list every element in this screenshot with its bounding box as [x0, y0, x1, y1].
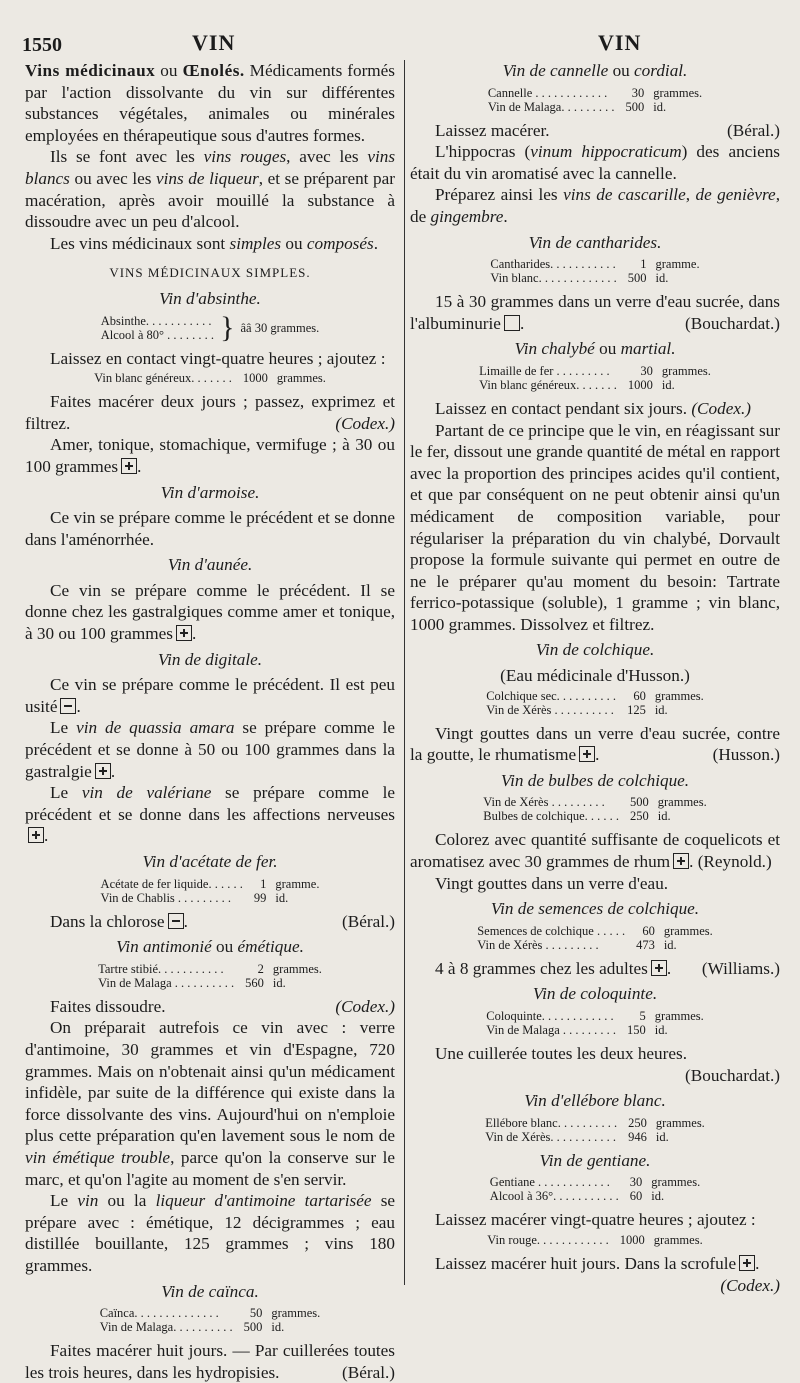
- recipe-title: Vin d'absinthe.: [159, 288, 261, 308]
- recipe-table: Colchique sec. . . . . . . . . . 60 grammes. Vin de Xérès . . . . . . . . . . 125 id.: [486, 688, 704, 717]
- recipe-table: Semences de colchique . . . . . 60 grammes. Vin de Xérès . . . . . . . . . 473 id.: [477, 923, 713, 952]
- recipe-title: Vin d'ellébore blanc.: [524, 1091, 666, 1111]
- citation: (Bouchardat.): [685, 1065, 780, 1085]
- paragraph: Faites dissoudre. (Codex.): [50, 996, 395, 1016]
- recipe-table: Acétate de fer liquide. . . . . . 1 gramme. Vin de Chablis . . . . . . . . . 99 id.: [100, 876, 320, 905]
- recipe-title: Vin d'acétate de fer.: [142, 852, 278, 871]
- recipe-title: Vin d'aunée.: [167, 555, 253, 575]
- recipe-title: Vin antimonié ou émétique.: [116, 937, 304, 957]
- plus-box-icon: [176, 625, 192, 641]
- running-title-right: VIN: [598, 30, 642, 55]
- paragraph: Ce vin se prépare comme le précédent et se donne dans l'aménorrhée.: [25, 508, 395, 549]
- paragraph: Le vin de quassia amara se prépare comme le précédent et se donne à 50 ou 100 grammes dans la gastralgie .: [25, 718, 395, 781]
- paragraph: Une cuillerée toutes les deux heures.: [435, 1044, 687, 1063]
- recipe-title: Vin de gentiane.: [539, 1150, 651, 1170]
- page-number: 1550: [22, 34, 62, 56]
- recipe-table: Cannelle . . . . . . . . . . . . 30 grammes. Vin de Malaga. . . . . . . . . 500 id.: [487, 85, 703, 114]
- column-rule: [404, 60, 405, 1285]
- paragraph: Préparez ainsi les vins de cascarille, de genièvre, de gingembre.: [410, 185, 780, 226]
- recipe-title: Vin d'armoise.: [160, 482, 260, 502]
- recipe-table: Limaille de fer . . . . . . . . . 30 grammes. Vin blanc généreux. . . . . . . 1000 id.: [479, 363, 711, 392]
- paragraph: Colorez avec quantité suffisante de coquelicots et aromatisez avec 30 grammes de rhum . (Reynold.): [410, 830, 780, 872]
- recipe-table: Cantharides. . . . . . . . . . . 1 gramme. Vin blanc. . . . . . . . . . . . . 500 id.: [490, 257, 700, 286]
- paragraph: Laissez en contact pendant six jours. (Codex.): [435, 398, 751, 418]
- paragraph: Partant de ce principe que le vin, en réagissant sur le fer, dissout une grande quantité de métal en rapport avec la proportion des principes acides qu'il contient, et que par conséquent on ne peut obtenir ainsi qu'un médicament de composition variable, pour régulariser la préparation du vin chalybé, Dorvault propose la formule suivante qui permet en outre de ne le préparer qu'au moment du besoin: Tartrate ferrico-potassique (soluble), 1 gramme ; vin blanc, 1000 grammes. Dissolvez et filtrez.: [410, 420, 780, 634]
- recipe-table: Tartre stibié. . . . . . . . . . . 2 grammes. Vin de Malaga . . . . . . . . . . 560 id.: [98, 961, 322, 990]
- plus-box-icon: [95, 763, 111, 779]
- recipe-table: Caïnca. . . . . . . . . . . . . . 50 grammes. Vin de Malaga. . . . . . . . . . 500 id.: [99, 1306, 321, 1335]
- paragraph: Ce vin se prépare comme le précédent. Il est peu usité .: [25, 675, 395, 716]
- recipe-title: Vin de coloquinte.: [532, 984, 658, 1004]
- paragraph: Faites macérer deux jours ; passez, exprimez et filtrez. (Codex.): [25, 392, 395, 433]
- plus-box-icon: [651, 960, 667, 976]
- paragraph: L'hippocras (vinum hippocraticum) des anciens était du vin aromatisé avec la cannelle.: [410, 142, 780, 183]
- left-column: [25, 60, 395, 1383]
- recipe-title: Vin de semences de colchique.: [490, 899, 700, 919]
- recipe-table: Vin rouge. . . . . . . . . . . . 1000 grammes.: [487, 1232, 703, 1247]
- plus-box-icon: [673, 853, 689, 869]
- paragraph: 15 à 30 grammes dans un verre d'eau sucrée, dans l'albuminurie . (Bouchardat.): [410, 292, 780, 333]
- paragraph: Le vin de valériane se prépare comme le précédent et se donne dans les affections nerveuses.: [25, 783, 395, 846]
- paragraph: Laissez en contact vingt-quatre heures ; ajoutez :: [50, 348, 386, 368]
- paragraph: Laissez macérer vingt-quatre heures ; ajoutez :: [435, 1210, 756, 1230]
- citation: (Codex.): [720, 1275, 780, 1295]
- paragraph: Vingt gouttes dans un verre d'eau sucrée, contre la goutte, le rhumatisme . (Husson.): [410, 723, 780, 765]
- paragraph: On préparait autrefois ce vin avec : verre d'antimoine, 30 grammes et vin d'Espagne, 720 grammes. Mais on n'obtenait ainsi qu'un médicament infidèle, par suite de la différence qui existe dans la force dissolvante des vins. Aujourd'hui on n'emploie plus cette préparation qu'en lavement sous le nom de vin émétique trouble, parce qu'on la conserve sur le marc, et qu'on l'agite au moment de s'en servir.: [25, 1018, 396, 1189]
- intro-paragraph: [25, 60, 395, 146]
- headword: Vins médicinaux: [25, 61, 156, 80]
- recipe-title: Vin de digitale.: [157, 649, 263, 669]
- recipe-table: Absinthe. . . . . . . . . . . } ââ 30 grammes. Alcool à 80° . . . . . . . .: [100, 310, 320, 344]
- paragraph: Le vin ou la liqueur d'antimoine tartarisée se prépare avec : émétique, 12 décigrammes ; eau distillée bouillante, 125 grammes ; vins 180 grammes.: [25, 1191, 396, 1275]
- plus-box-icon: [739, 1255, 755, 1271]
- paragraph: Ce vin se prépare comme le précédent. Il se donne chez les gastralgiques comme amer et tonique, à 30 ou 100 grammes .: [25, 580, 395, 644]
- recipe-table: Ellébore blanc. . . . . . . . . . 250 grammes. Vin de Xérès. . . . . . . . . . . 946 id.: [485, 1115, 705, 1144]
- recipe-title: Vin de cantharides.: [528, 232, 662, 252]
- right-column: [410, 60, 780, 1296]
- recipe-title: Vin de caïnca.: [161, 1281, 259, 1301]
- recipe-title: Vin chalybé ou martial.: [514, 339, 676, 359]
- recipe-title: Vin de bulbes de colchique.: [500, 770, 690, 790]
- recipe-title: Vin de cannelle ou cordial.: [502, 61, 688, 80]
- paragraph: Laissez macérer huit jours. Dans la scrofule .: [435, 1253, 760, 1273]
- running-title-left: VIN: [192, 30, 236, 55]
- plus-box-icon: [579, 746, 595, 762]
- text: Médicaments formés par l'action dissolvante du vin sur différentes substances végétales, animales ou minérales employées en thérapeutique sous d'autres formes.: [25, 61, 395, 145]
- section-heading: VINS MÉDICINAUX SIMPLES.: [109, 265, 311, 281]
- minus-box-icon: [60, 698, 76, 714]
- paragraph: Les vins médicinaux sont simples ou composés.: [50, 233, 378, 253]
- plus-box-icon: [28, 827, 44, 843]
- paragraph: Amer, tonique, stomachique, vermifuge ; à 30 ou 100 grammes .: [25, 435, 395, 476]
- paragraph: Faites macérer huit jours. — Par cuillerées toutes les trois heures, dans les hydropisies. (Béral.): [25, 1341, 395, 1382]
- plus-box-icon: [121, 458, 137, 474]
- recipe-table: Vin de Xérès . . . . . . . . . 500 grammes. Bulbes de colchique. . . . . . 250 id.: [483, 795, 707, 824]
- headword-synonym: Œnolés.: [182, 61, 245, 80]
- minus-box-icon: [168, 913, 184, 929]
- recipe-title: Vin de colchique.: [535, 640, 655, 660]
- recipe-table: Vin blanc généreux. . . . . . . 1000 grammes.: [94, 371, 326, 386]
- recipe-subtitle: (Eau médicinale d'Husson.): [500, 666, 690, 686]
- empty-box-icon: [504, 315, 520, 331]
- page-header: [22, 30, 778, 60]
- recipe-table: Gentiane . . . . . . . . . . . . 30 grammes. Alcool à 36°. . . . . . . . . . . 60 id.: [489, 1175, 701, 1204]
- text: ou: [155, 61, 183, 80]
- paragraph: 4 à 8 grammes chez les adultes . (Williams.): [435, 958, 780, 978]
- paragraph: Ils se font avec les vins rouges, avec les vins blancs ou avec les vins de liqueur, et se préparent par macération, après avoir mouillé la substance à dissoudre avec un peu d'alcool.: [25, 147, 396, 232]
- paragraph: Dans la chlorose . (Béral.): [50, 911, 395, 931]
- paragraph: Laissez macérer. (Béral.): [435, 120, 780, 140]
- recipe-table: Coloquinte. . . . . . . . . . . . 5 grammes. Vin de Malaga . . . . . . . . . 150 id.: [486, 1009, 704, 1037]
- paragraph: Vingt gouttes dans un verre d'eau.: [435, 873, 669, 893]
